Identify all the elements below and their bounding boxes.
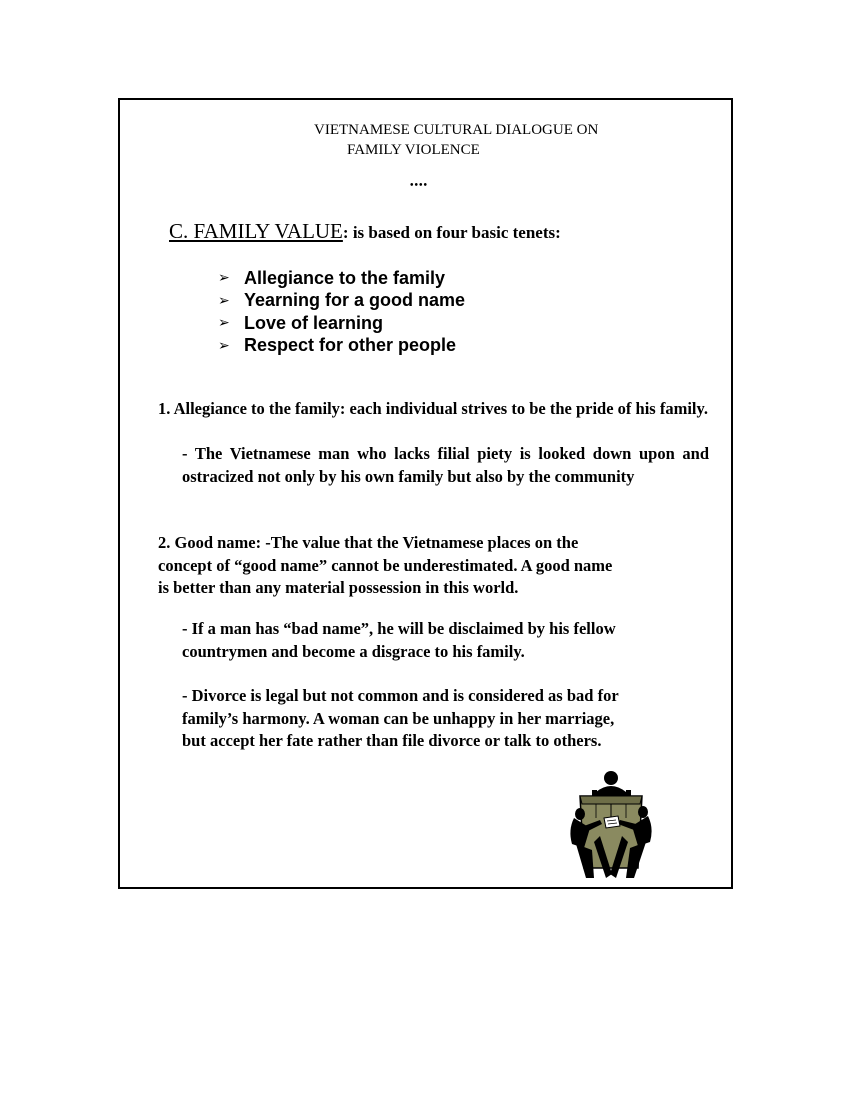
- arrow-bullet-icon: ➢: [218, 337, 230, 354]
- point1-paragraph: 1. Allegiance to the family: each individual strives to be the pride of his family.: [158, 399, 708, 418]
- tenet-text: Allegiance to the family: [244, 267, 446, 288]
- point2-line: is better than any material possession in this world.: [158, 578, 519, 597]
- point2-sub-line: but accept her fate rather than file divorce or talk to others.: [182, 731, 602, 750]
- tenet-text: Love of learning: [244, 312, 384, 333]
- point2-line: concept of “good name” cannot be underestimated. A good name: [158, 555, 613, 575]
- point2-line: 2. Good name: -The value that the Vietnamese places on the: [158, 533, 579, 552]
- list-item: [218, 290, 465, 313]
- point2-sub-paragraph-bad-name: [182, 618, 702, 663]
- tenets-list: [218, 267, 465, 357]
- section-heading: [169, 219, 561, 244]
- point2-sub-line: - If a man has “bad name”, he will be disclaimed by his fellow: [182, 619, 616, 638]
- arrow-bullet-icon: ➢: [218, 270, 230, 287]
- list-item: [218, 312, 465, 335]
- tenet-text: Yearning for a good name: [244, 290, 466, 311]
- judge-courtroom-clipart-icon: [566, 770, 656, 880]
- point2-paragraph: [158, 532, 698, 600]
- arrow-bullet-icon: ➢: [218, 315, 230, 332]
- section-heading-subtitle: is based on four basic tenets:: [348, 223, 561, 242]
- section-heading-colon: :: [342, 223, 349, 242]
- separator-dots: ••••: [410, 180, 429, 191]
- document-title-line1: VIETNAMESE CULTURAL DIALOGUE ON: [314, 122, 599, 138]
- document-title-line2: FAMILY VIOLENCE: [347, 142, 480, 158]
- point2-sub-line: - Divorce is legal but not common and is considered as bad for: [182, 686, 619, 705]
- document-frame: [118, 98, 733, 889]
- list-item: [218, 267, 465, 290]
- point2-sub-line: family’s harmony. A woman can be unhappy in her marriage,: [182, 708, 615, 728]
- list-item: [218, 335, 465, 358]
- tenet-text: Respect for other people: [244, 335, 457, 356]
- section-heading-title: C. FAMILY VALUE: [169, 219, 343, 243]
- point2-sub-paragraph-divorce: [182, 685, 702, 753]
- arrow-bullet-icon: ➢: [218, 292, 230, 309]
- point2-sub-line: countrymen and become a disgrace to his family.: [182, 641, 525, 661]
- point1-sub-paragraph: - The Vietnamese man who lacks filial piety is looked down upon and ostracized not only by his own family but also by the community: [182, 444, 709, 486]
